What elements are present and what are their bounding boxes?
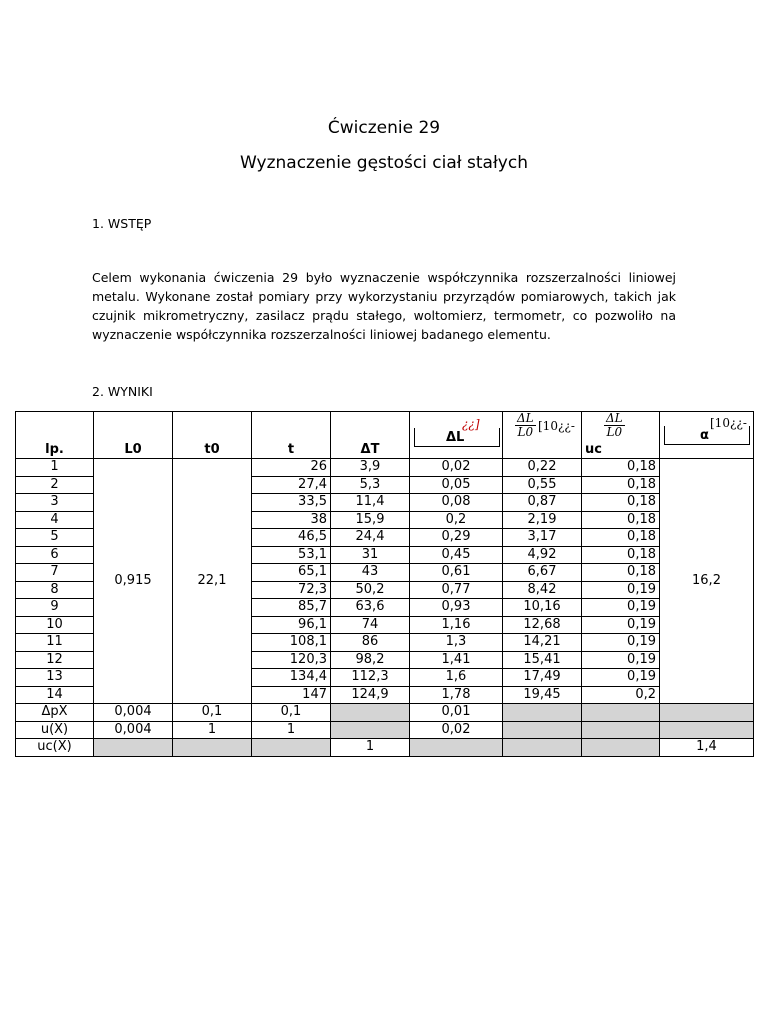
section-heading-results: 2. WYNIKI [92,384,153,399]
cell-delta-T: 5,3 [331,476,410,494]
cell-delta-L: 1,16 [410,616,503,634]
cell-t: 147 [252,686,331,704]
cell-empty-gray [94,739,173,757]
cell-delta-T: 86 [331,634,410,652]
cell-t: 96,1 [252,616,331,634]
cell-ucx-dT: 1 [331,739,410,757]
cell-relative: 14,21 [503,634,582,652]
cell-lp: 2 [16,476,94,494]
cell-uc: 0,18 [582,459,660,477]
cell-ux-L0: 0,004 [94,721,173,739]
cell-relative: 2,19 [503,511,582,529]
cell-uc: 0,18 [582,564,660,582]
cell-delta-L: 1,41 [410,651,503,669]
header-alpha: α [700,428,709,443]
cell-L0-merged: 0,915 [94,459,173,704]
cell-empty-gray [331,721,410,739]
cell-delta-T: 3,9 [331,459,410,477]
cell-relative: 6,67 [503,564,582,582]
cell-empty-gray [582,739,660,757]
cell-uc: 0,18 [582,529,660,547]
cell-dpx-L0: 0,004 [94,704,173,722]
cell-delta-L: 0,08 [410,494,503,512]
cell-uc: 0,19 [582,634,660,652]
cell-uc: 0,18 [582,546,660,564]
cell-delta-T: 15,9 [331,511,410,529]
cell-dpx-dL: 0,01 [410,704,503,722]
cell-empty-gray [173,739,252,757]
fraction-numerator: ΔL [517,411,534,425]
header-delta-T: ΔT [331,412,410,459]
cell-lp: 8 [16,581,94,599]
cell-relative: 10,16 [503,599,582,617]
document-title: Ćwiczenie 29 [327,118,441,138]
cell-t: 85,7 [252,599,331,617]
cell-relative: 8,42 [503,581,582,599]
cell-t: 72,3 [252,581,331,599]
cell-relative: 3,17 [503,529,582,547]
intro-paragraph: Celem wykonania ćwiczenia 29 było wyznaczenie współczynnika rozszerzalności liniowej metalu. Wykonane został pomiary przy wykorzystaniu przyrządów pomiarowych, takich jak czujnik mikrometryczny, zasilacz prądu stałego, woltomierz, termometr, co pozwoliło na wyznaczenie współczynnika rozszerzalności liniowej badanego elementu. [92,270,676,342]
uc-fraction-denominator: L0 [606,425,623,439]
header-t: t [252,412,331,459]
table-row-ux [16,721,754,739]
cell-delta-T: 124,9 [331,686,410,704]
document-subtitle: Wyznaczenie gęstości ciał stałych [240,153,528,173]
cell-t: 26 [252,459,331,477]
cell-delta-L: 1,78 [410,686,503,704]
cell-empty-gray [660,721,754,739]
cell-lp: 9 [16,599,94,617]
cell-delta-T: 63,6 [331,599,410,617]
cell-dpx-label: ΔpX [16,704,94,722]
cell-relative: 15,41 [503,651,582,669]
header-alpha-unit: [10¿¿- [710,416,747,430]
cell-ucx-label: uc(X) [16,739,94,757]
cell-delta-L: 1,3 [410,634,503,652]
header-L0: L0 [94,412,173,459]
cell-uc: 0,19 [582,599,660,617]
cell-lp: 13 [16,669,94,687]
cell-uc: 0,18 [582,494,660,512]
results-table [15,411,754,757]
cell-lp: 3 [16,494,94,512]
cell-delta-T: 24,4 [331,529,410,547]
cell-empty-gray [582,721,660,739]
cell-lp: 10 [16,616,94,634]
relative-elongation-fraction [515,412,536,439]
cell-empty-gray [660,704,754,722]
cell-delta-L: 0,77 [410,581,503,599]
cell-delta-L: 0,2 [410,511,503,529]
cell-t: 38 [252,511,331,529]
cell-uc: 0,19 [582,581,660,599]
cell-delta-L: 0,93 [410,599,503,617]
cell-uc: 0,19 [582,616,660,634]
cell-dpx-t: 0,1 [252,704,331,722]
cell-alpha-merged: 16,2 [660,459,754,704]
header-delta-L-unit: ¿¿] [462,417,480,431]
cell-ux-label: u(X) [16,721,94,739]
cell-empty-gray [252,739,331,757]
cell-delta-L: 0,61 [410,564,503,582]
uc-fraction-numerator: ΔL [606,411,623,425]
cell-empty-gray [503,739,582,757]
cell-ucx-alpha: 1,4 [660,739,754,757]
cell-lp: 4 [16,511,94,529]
cell-uc: 0,18 [582,511,660,529]
cell-lp: 1 [16,459,94,477]
cell-delta-T: 31 [331,546,410,564]
cell-delta-T: 50,2 [331,581,410,599]
cell-lp: 11 [16,634,94,652]
cell-ux-t: 1 [252,721,331,739]
cell-delta-L: 0,02 [410,459,503,477]
cell-empty-gray [331,704,410,722]
cell-t: 33,5 [252,494,331,512]
header-alpha-cell [660,412,754,459]
cell-t: 65,1 [252,564,331,582]
cell-t: 53,1 [252,546,331,564]
cell-lp: 12 [16,651,94,669]
cell-ux-t0: 1 [173,721,252,739]
cell-t: 46,5 [252,529,331,547]
cell-empty-gray [503,704,582,722]
cell-relative: 12,68 [503,616,582,634]
cell-delta-T: 112,3 [331,669,410,687]
table-row-dpx [16,704,754,722]
fraction-denominator: L0 [517,425,534,439]
header-uc-cell [582,412,660,459]
uc-fraction [604,412,625,439]
cell-uc: 0,18 [582,476,660,494]
cell-t: 120,3 [252,651,331,669]
cell-t: 134,4 [252,669,331,687]
header-delta-L: ΔL [446,430,465,445]
header-lp: lp. [16,412,94,459]
cell-lp: 7 [16,564,94,582]
cell-ux-dL: 0,02 [410,721,503,739]
cell-t: 27,4 [252,476,331,494]
cell-relative: 0,87 [503,494,582,512]
cell-relative: 17,49 [503,669,582,687]
cell-delta-T: 11,4 [331,494,410,512]
cell-relative: 0,55 [503,476,582,494]
cell-delta-T: 98,2 [331,651,410,669]
cell-uc: 0,19 [582,669,660,687]
cell-lp: 14 [16,686,94,704]
cell-lp: 5 [16,529,94,547]
cell-uc: 0,2 [582,686,660,704]
cell-uc: 0,19 [582,651,660,669]
table-row [16,459,754,477]
relative-elongation-unit: [10¿¿- [538,419,575,433]
cell-t0-merged: 22,1 [173,459,252,704]
cell-delta-L: 0,29 [410,529,503,547]
cell-empty-gray [410,739,503,757]
cell-t: 108,1 [252,634,331,652]
header-relative-elongation [503,412,582,459]
cell-delta-L: 0,05 [410,476,503,494]
cell-delta-L: 1,6 [410,669,503,687]
table-header-row [16,412,754,459]
cell-relative: 4,92 [503,546,582,564]
table-row-ucx [16,739,754,757]
header-uc: uc [585,442,602,457]
cell-delta-T: 74 [331,616,410,634]
header-t0: t0 [173,412,252,459]
cell-lp: 6 [16,546,94,564]
cell-dpx-t0: 0,1 [173,704,252,722]
cell-delta-T: 43 [331,564,410,582]
section-heading-intro: 1. WSTĘP [92,216,152,231]
cell-delta-L: 0,45 [410,546,503,564]
cell-relative: 0,22 [503,459,582,477]
header-delta-L-cell [410,412,503,459]
cell-empty-gray [582,704,660,722]
cell-relative: 19,45 [503,686,582,704]
cell-empty-gray [503,721,582,739]
